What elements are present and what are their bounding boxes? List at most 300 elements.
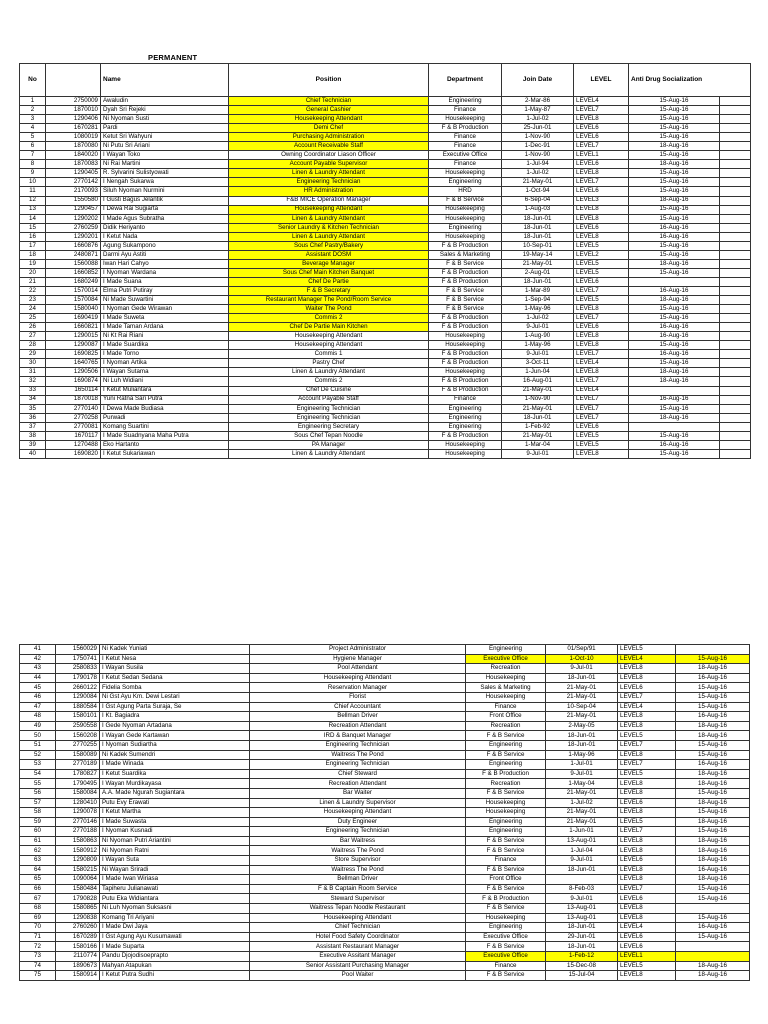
cell-no: 14 <box>20 214 46 223</box>
cell-id: 2770146 <box>56 817 100 827</box>
cell-no: 41 <box>20 645 56 655</box>
cell-no: 19 <box>20 259 46 268</box>
cell-name: Komang Suartini <box>101 422 229 431</box>
cell-level: LEVEL6 <box>574 323 629 332</box>
cell-position: Recreation Attendant <box>250 779 466 789</box>
cell-id: 1580040 <box>46 305 101 314</box>
cell-join-date: 2-Aug-01 <box>502 268 574 277</box>
cell-position: Pool Attendant <box>250 664 466 674</box>
cell-id: 1090064 <box>56 875 100 885</box>
cell-id: 1640765 <box>46 359 101 368</box>
cell-name: I Ketut Putra Sudhi <box>100 971 250 981</box>
cell-no: 35 <box>20 404 46 413</box>
cell-level: LEVEL4 <box>574 359 629 368</box>
cell-socialization <box>676 952 750 962</box>
table-row <box>20 884 750 894</box>
cell-id: 1290202 <box>46 214 101 223</box>
cell-id: 1660852 <box>46 268 101 277</box>
cell-level: LEVEL8 <box>618 913 676 923</box>
cell-socialization: 15-Aug-16 <box>676 913 750 923</box>
cell-join-date: 1-Feb-12 <box>546 952 618 962</box>
cell-socialization: 16-Aug-16 <box>676 865 750 875</box>
header-socialization: Anti Drug Socialization <box>629 64 751 97</box>
table-row <box>20 865 750 875</box>
cell-position: Account Payable Supervisor <box>229 160 429 169</box>
table-row <box>20 664 750 674</box>
cell-position: HR Administration <box>229 187 429 196</box>
cell-department: Finance <box>466 702 546 712</box>
cell-name: I Made Suweta <box>101 314 229 323</box>
table-row <box>20 368 751 377</box>
cell-socialization: 15-Aug-16 <box>629 268 720 277</box>
cell-level: LEVEL7 <box>574 404 629 413</box>
cell-no: 73 <box>20 952 56 962</box>
cell-socialization: 15-Aug-16 <box>629 314 720 323</box>
cell-join-date: 21-May-01 <box>546 817 618 827</box>
cell-id: 2480871 <box>46 250 101 259</box>
cell-join-date: 13-Aug-01 <box>546 904 618 914</box>
cell-level: LEVEL5 <box>574 268 629 277</box>
cell-position: Housekeeping Attendant <box>229 205 429 214</box>
table-row <box>20 740 750 750</box>
cell-join-date: 9-Jul-01 <box>502 350 574 359</box>
cell-socialization: 18-Aug-16 <box>676 779 750 789</box>
cell-department: F & B Service <box>466 884 546 894</box>
cell-id: 2770142 <box>46 178 101 187</box>
cell-name: I Wayan Gede Kartawan <box>100 731 250 741</box>
cell-position: Bellman Driver <box>250 875 466 885</box>
cell-id: 1870083 <box>46 160 101 169</box>
cell-join-date: 1-Oct-94 <box>502 187 574 196</box>
cell-empty <box>720 386 751 395</box>
cell-name: I Ketut Sedan Sedana <box>100 673 250 683</box>
cell-name: I Ketut Suardika <box>100 769 250 779</box>
cell-department: Housekeeping <box>466 798 546 808</box>
table-header-row <box>20 64 751 97</box>
cell-empty <box>720 377 751 386</box>
cell-no: 18 <box>20 250 46 259</box>
cell-id: 1660821 <box>46 323 101 332</box>
cell-socialization: 15-Aug-16 <box>676 932 750 942</box>
table-row <box>20 305 751 314</box>
cell-join-date: 19-May-14 <box>502 250 574 259</box>
cell-position: Waitress Tepan Noodle Restaurant <box>250 904 466 914</box>
cell-id: 1290457 <box>46 205 101 214</box>
cell-level: LEVEL6 <box>574 277 629 286</box>
cell-level: LEVEL8 <box>618 750 676 760</box>
cell-no: 13 <box>20 205 46 214</box>
cell-department: Executive Office <box>466 952 546 962</box>
cell-join-date: 1-Dec-91 <box>502 142 574 151</box>
cell-id: 1580166 <box>56 942 100 952</box>
cell-name: I Made Torno <box>101 350 229 359</box>
cell-department: F & B Production <box>466 769 546 779</box>
table-row <box>20 827 750 837</box>
cell-socialization: 18-Aug-16 <box>629 196 720 205</box>
cell-position: Linen & Laundry Supervisor <box>250 798 466 808</box>
cell-empty <box>720 341 751 350</box>
cell-position: Chef De Cuisine <box>229 386 429 395</box>
cell-name: I Ketut Nesa <box>100 654 250 664</box>
cell-socialization: 18-Aug-16 <box>676 731 750 741</box>
cell-no: 50 <box>20 731 56 741</box>
cell-id: 2770188 <box>56 827 100 837</box>
table-row <box>20 422 751 431</box>
cell-no: 11 <box>20 187 46 196</box>
cell-position: Waitress The Pond <box>250 865 466 875</box>
cell-level: LEVEL7 <box>618 827 676 837</box>
cell-id: 2590558 <box>56 721 100 731</box>
table-row <box>20 286 751 295</box>
cell-join-date: 18-Jun-01 <box>546 673 618 683</box>
table-row <box>20 341 751 350</box>
cell-id: 1840020 <box>46 151 101 160</box>
cell-join-date: 1-Mar-04 <box>502 440 574 449</box>
cell-socialization: 18-Aug-16 <box>629 368 720 377</box>
cell-join-date: 01/Sep/91 <box>546 645 618 655</box>
cell-id: 1870010 <box>46 106 101 115</box>
cell-socialization: 16-Aug-16 <box>629 395 720 404</box>
cell-no: 26 <box>20 323 46 332</box>
cell-name: I Gst Agung Ayu Kusumawati <box>100 932 250 942</box>
cell-position: Bar Waiter <box>250 788 466 798</box>
table-row <box>20 440 751 449</box>
cell-department: Finance <box>466 856 546 866</box>
cell-level: LEVEL7 <box>574 413 629 422</box>
cell-name: R. Sylvarini Sulistyowati <box>101 169 229 178</box>
cell-socialization: 15-Aug-16 <box>676 827 750 837</box>
cell-name: Darmi Ayu Astiti <box>101 250 229 259</box>
cell-id: 1660876 <box>46 241 101 250</box>
cell-join-date: 21-May-01 <box>546 808 618 818</box>
cell-no: 16 <box>20 232 46 241</box>
cell-no: 61 <box>20 836 56 846</box>
cell-id: 1290015 <box>46 332 101 341</box>
cell-level: LEVEL8 <box>574 205 629 214</box>
cell-level: LEVEL7 <box>618 740 676 750</box>
table-row <box>20 196 751 205</box>
cell-level: LEVEL8 <box>574 332 629 341</box>
cell-empty <box>720 350 751 359</box>
cell-position: Engineering Technician <box>229 178 429 187</box>
cell-no: 28 <box>20 341 46 350</box>
cell-position: Executive Assitant Manager <box>250 952 466 962</box>
cell-join-date: 1-Nov-90 <box>502 395 574 404</box>
cell-join-date: 15-Jul-04 <box>546 971 618 981</box>
cell-department: Engineering <box>466 817 546 827</box>
cell-empty <box>720 286 751 295</box>
cell-id: 2580833 <box>56 664 100 674</box>
cell-position: Engineering Secretary <box>229 422 429 431</box>
cell-level: LEVEL6 <box>574 160 629 169</box>
cell-department: F & B Production <box>429 124 502 133</box>
table-row <box>20 115 751 124</box>
cell-empty <box>720 250 751 259</box>
cell-department: Housekeeping <box>429 169 502 178</box>
table-row <box>20 712 750 722</box>
cell-position: Engineering Technician <box>250 760 466 770</box>
cell-department: Housekeeping <box>466 913 546 923</box>
cell-department: Recreation <box>466 664 546 674</box>
table-row <box>20 124 751 133</box>
cell-id: 1650114 <box>46 386 101 395</box>
cell-socialization: 18-Aug-16 <box>676 875 750 885</box>
cell-level: LEVEL6 <box>574 223 629 232</box>
cell-join-date: 1-Jun-04 <box>502 368 574 377</box>
cell-no: 4 <box>20 124 46 133</box>
cell-level: LEVEL8 <box>618 779 676 789</box>
cell-level: LEVEL8 <box>618 971 676 981</box>
cell-no: 67 <box>20 894 56 904</box>
cell-no: 75 <box>20 971 56 981</box>
cell-name: I Made Suardika <box>101 341 229 350</box>
cell-name: Putu Eka Widiantara <box>100 894 250 904</box>
cell-id: 1670117 <box>46 431 101 440</box>
cell-join-date: 18-Jun-01 <box>502 214 574 223</box>
cell-no: 15 <box>20 223 46 232</box>
table-row <box>20 769 750 779</box>
cell-socialization: 16-Aug-16 <box>629 286 720 295</box>
cell-department: Engineering <box>466 923 546 933</box>
cell-department: Housekeeping <box>466 808 546 818</box>
cell-name: Ni Gst Ayu Km. Dewi Lestari <box>100 692 250 702</box>
table-row <box>20 106 751 115</box>
cell-id: 2770081 <box>46 422 101 431</box>
cell-department: Executive Office <box>466 654 546 664</box>
cell-level: LEVEL8 <box>574 115 629 124</box>
cell-join-date: 9-Jul-01 <box>502 449 574 458</box>
table-row <box>20 250 751 259</box>
cell-empty <box>720 277 751 286</box>
cell-no: 38 <box>20 431 46 440</box>
cell-position: Demi Chef <box>229 124 429 133</box>
cell-join-date: 1-Jun-01 <box>546 827 618 837</box>
cell-empty <box>720 431 751 440</box>
table-row <box>20 178 751 187</box>
cell-empty <box>720 160 751 169</box>
cell-no: 29 <box>20 350 46 359</box>
cell-socialization: 18-Aug-16 <box>629 142 720 151</box>
cell-join-date: 18-Jun-01 <box>502 413 574 422</box>
cell-no: 3 <box>20 115 46 124</box>
cell-no: 70 <box>20 923 56 933</box>
cell-level: LEVEL7 <box>618 692 676 702</box>
cell-empty <box>720 124 751 133</box>
cell-socialization: 15-Aug-16 <box>676 683 750 693</box>
cell-empty <box>720 332 751 341</box>
cell-name: I Made Taman Ardana <box>101 323 229 332</box>
cell-socialization: 16-Aug-16 <box>629 323 720 332</box>
cell-department: F & B Production <box>429 268 502 277</box>
cell-department: Engineering <box>429 97 502 106</box>
cell-department: Engineering <box>466 827 546 837</box>
cell-name: I Made Suwasta <box>100 817 250 827</box>
table-row <box>20 314 751 323</box>
cell-empty <box>720 142 751 151</box>
table-row <box>20 731 750 741</box>
cell-position: Florist <box>250 692 466 702</box>
cell-department: F & B Service <box>466 750 546 760</box>
table-2-body <box>20 645 750 981</box>
cell-id: 1790178 <box>56 673 100 683</box>
table-row <box>20 223 751 232</box>
cell-join-date: 21-May-01 <box>502 178 574 187</box>
cell-name: I Gst Agung Parta Suraja, Se <box>100 702 250 712</box>
cell-id: 1870080 <box>46 142 101 151</box>
cell-empty <box>720 395 751 404</box>
cell-join-date: 18-Jun-01 <box>546 740 618 750</box>
cell-department: Sales & Marketing <box>466 683 546 693</box>
cell-position: Engineering Technician <box>229 413 429 422</box>
table-row <box>20 296 751 305</box>
cell-department: Housekeeping <box>466 673 546 683</box>
cell-socialization: 18-Aug-16 <box>676 961 750 971</box>
cell-no: 55 <box>20 779 56 789</box>
cell-id: 1290406 <box>46 115 101 124</box>
table-row <box>20 913 750 923</box>
cell-position: Waitress The Pond <box>250 750 466 760</box>
cell-department: F & B Production <box>429 377 502 386</box>
cell-level: LEVEL8 <box>618 673 676 683</box>
cell-level: LEVEL8 <box>574 341 629 350</box>
cell-id: 2110774 <box>56 952 100 962</box>
cell-position: Hygiene Manager <box>250 654 466 664</box>
cell-empty <box>720 214 751 223</box>
cell-position: Housekeeping Attendant <box>250 808 466 818</box>
cell-join-date: 21-May-01 <box>502 404 574 413</box>
cell-level: LEVEL6 <box>574 124 629 133</box>
cell-name: Tapiheru Julianawati <box>100 884 250 894</box>
table-row <box>20 259 751 268</box>
table-row <box>20 798 750 808</box>
cell-position: Account Receivable Staff <box>229 142 429 151</box>
cell-name: I Kt. Bagiadra <box>100 712 250 722</box>
cell-id: 2770140 <box>46 404 101 413</box>
cell-id: 1290506 <box>46 368 101 377</box>
cell-id: 1080019 <box>46 133 101 142</box>
cell-name: I Nyoman Wardana <box>101 268 229 277</box>
cell-name: Eko Hartanto <box>101 440 229 449</box>
cell-no: 2 <box>20 106 46 115</box>
cell-no: 72 <box>20 942 56 952</box>
cell-level: LEVEL8 <box>618 865 676 875</box>
cell-socialization: 16-Aug-16 <box>676 673 750 683</box>
cell-socialization: 15-Aug-16 <box>629 124 720 133</box>
cell-id: 1690419 <box>46 314 101 323</box>
cell-join-date: 1-Aug-90 <box>502 332 574 341</box>
cell-id: 2660122 <box>56 683 100 693</box>
cell-position: Chief Technician <box>250 923 466 933</box>
cell-socialization: 15-Aug-16 <box>629 169 720 178</box>
cell-id: 1890673 <box>56 961 100 971</box>
cell-no: 47 <box>20 702 56 712</box>
header-id <box>46 64 101 97</box>
cell-department: F & B Service <box>466 971 546 981</box>
cell-empty <box>720 323 751 332</box>
cell-no: 34 <box>20 395 46 404</box>
cell-name: Ni Luh Nyoman Suksasni <box>100 904 250 914</box>
cell-socialization: 15-Aug-16 <box>676 884 750 894</box>
cell-no: 1 <box>20 97 46 106</box>
cell-department: F & B Service <box>466 904 546 914</box>
cell-department: Engineering <box>466 645 546 655</box>
cell-position: Housekeeping Attendant <box>229 115 429 124</box>
cell-department: Finance <box>429 133 502 142</box>
cell-join-date: 13-Aug-01 <box>546 836 618 846</box>
cell-id: 1290809 <box>56 856 100 866</box>
table-row <box>20 323 751 332</box>
cell-join-date: 1-Jul-02 <box>502 169 574 178</box>
cell-position: Owning Coordinator Liason Officer <box>229 151 429 160</box>
cell-department: F & B Production <box>429 359 502 368</box>
cell-position: Linen & Laundry Attendant <box>229 368 429 377</box>
table-row <box>20 268 751 277</box>
cell-level: LEVEL5 <box>574 431 629 440</box>
table-row <box>20 875 750 885</box>
cell-level: LEVEL6 <box>618 798 676 808</box>
cell-level: LEVEL6 <box>618 932 676 942</box>
cell-no: 57 <box>20 798 56 808</box>
cell-department: F & B Production <box>429 314 502 323</box>
cell-position: Sous Chef Tepan Noodle <box>229 431 429 440</box>
cell-join-date: 21-May-01 <box>502 431 574 440</box>
cell-id: 1290405 <box>46 169 101 178</box>
cell-join-date: 1-Nov-90 <box>502 133 574 142</box>
cell-no: 45 <box>20 683 56 693</box>
cell-join-date: 9-Jul-01 <box>546 894 618 904</box>
cell-no: 60 <box>20 827 56 837</box>
table-row <box>20 836 750 846</box>
cell-empty <box>720 178 751 187</box>
cell-no: 10 <box>20 178 46 187</box>
cell-position: Pool Waiter <box>250 971 466 981</box>
cell-no: 66 <box>20 884 56 894</box>
cell-id: 2760259 <box>46 223 101 232</box>
cell-no: 36 <box>20 413 46 422</box>
cell-id: 1290078 <box>56 808 100 818</box>
cell-name: Yuni Ratna Sari Putra <box>101 395 229 404</box>
cell-socialization: 18-Aug-16 <box>629 377 720 386</box>
header-position: Position <box>229 64 429 97</box>
cell-join-date: 1-Jul-02 <box>546 798 618 808</box>
cell-level: LEVEL4 <box>618 923 676 933</box>
cell-join-date: 1-May-87 <box>502 106 574 115</box>
cell-no: 44 <box>20 673 56 683</box>
cell-socialization <box>629 422 720 431</box>
cell-name: I Made Suadnyana Maha Putra <box>101 431 229 440</box>
cell-position: Restaurant Manager The Pond/Room Service <box>229 296 429 305</box>
cell-socialization: 16-Aug-16 <box>676 760 750 770</box>
cell-level: LEVEL8 <box>574 232 629 241</box>
cell-name: I Wayan Toko <box>101 151 229 160</box>
cell-level: LEVEL6 <box>618 942 676 952</box>
cell-socialization: 15-Aug-16 <box>629 97 720 106</box>
table-row <box>20 160 751 169</box>
cell-level: LEVEL7 <box>574 178 629 187</box>
cell-id: 1690874 <box>46 377 101 386</box>
table-row <box>20 377 751 386</box>
cell-name: Pardi <box>101 124 229 133</box>
cell-name: I Made Winada <box>100 760 250 770</box>
cell-level: LEVEL7 <box>574 106 629 115</box>
cell-socialization <box>676 942 750 952</box>
cell-position: F & B Captain Room Service <box>250 884 466 894</box>
cell-name: Ni Luh Widiani <box>101 377 229 386</box>
cell-department: Housekeeping <box>429 214 502 223</box>
cell-empty <box>720 404 751 413</box>
cell-department: Housekeeping <box>429 440 502 449</box>
cell-no: 63 <box>20 856 56 866</box>
